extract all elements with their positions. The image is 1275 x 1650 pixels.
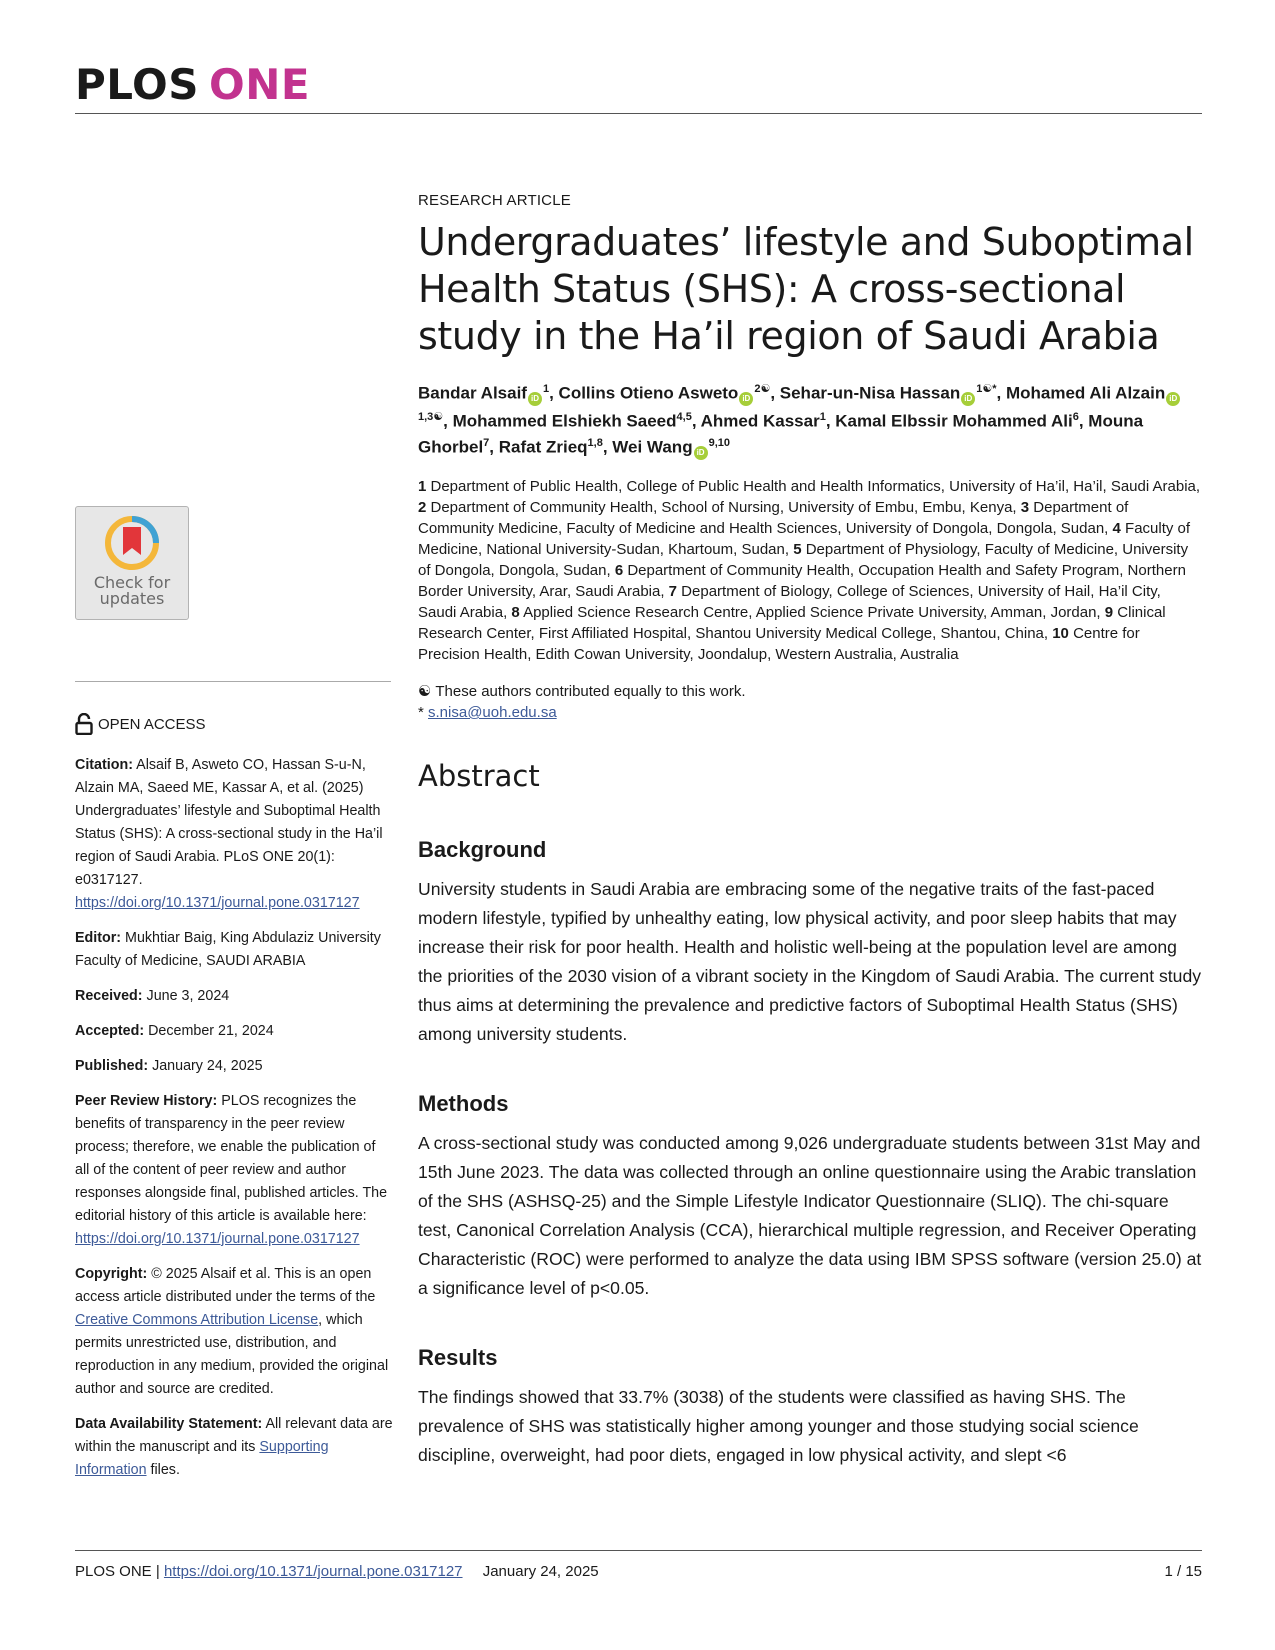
footer-date: January 24, 2025 [482, 1563, 599, 1580]
section-text-methods: A cross-sectional study was conducted among 9,026 undergraduate students between 31st May and 15th June 2023. The data was collected through an online questionnaire using the Arabic translation of the SHS (ASHSQ-25) and the Simple Lifestyle Indicator Questionnaire (SLIQ). The chi-square test, Canonical Correlation Analysis (CCA), hierarchical multiple regression, and Receiver Operating Characteristic (ROC) were performed to analyze the data using IBM SPSS software (version 25.0) at a significance level of p<0.05. [418, 1132, 1202, 1298]
author-affiliation-marker: 2☯ [754, 383, 771, 395]
author-notes [418, 681, 1203, 723]
affiliation-text: Department of Public Health, College of Public Health and Health Informatics, University of Ha’il, Ha’il, Saudi Arabia, [426, 477, 1201, 495]
affiliations [418, 476, 1203, 665]
logo-plos: PLOS [75, 60, 200, 109]
corresponding-email-link[interactable]: s.nisa@uoh.edu.sa [428, 703, 557, 721]
author-name: Ahmed Kassar [700, 411, 820, 431]
license-link[interactable]: Creative Commons Attribution License [75, 1312, 319, 1328]
author-name: Sehar-un-Nisa Hassan [779, 383, 961, 403]
orcid-icon[interactable]: iD [528, 392, 542, 406]
orcid-icon[interactable]: iD [694, 446, 708, 460]
orcid-icon[interactable]: iD [1166, 392, 1180, 406]
abstract-heading: Abstract [418, 758, 540, 793]
affiliation-text: Department of Physiology, Faculty of Medicine, University of Dongola, Dongola, Sudan, [418, 540, 1189, 579]
peer-review-link[interactable]: https://doi.org/10.1371/journal.pone.0317127 [75, 1231, 360, 1247]
author-name: Kamal Elbssir Mohammed Ali [835, 411, 1073, 431]
author-name: Mohamed Ali Alzain [1005, 383, 1166, 403]
affiliation-number: 7 [668, 582, 678, 600]
sidebar-divider [75, 681, 391, 682]
corresponding-marker: * [418, 703, 424, 721]
affiliation-text: Faculty of Medicine, National University-Sudan, Khartoum, Sudan, [418, 519, 1191, 558]
author-affiliation-marker: 9,10 [708, 437, 730, 450]
author-affiliation-marker: 7 [483, 437, 490, 450]
affiliation-number: 8 [511, 603, 520, 621]
footer-separator: | [155, 1563, 160, 1580]
article-metadata-sidebar [75, 754, 393, 1494]
affiliation-number: 6 [614, 561, 624, 579]
open-access-label: OPEN ACCESS [75, 713, 206, 735]
accepted-block: Accepted: December 21, 2024 [75, 1023, 274, 1039]
author-affiliation-marker: 1☯* [976, 383, 997, 395]
author-affiliation-marker: 1 [819, 410, 826, 423]
section-heading-results: Results [418, 1344, 498, 1370]
copyright-block: Copyright: © 2025 Alsaif et al. This is an open access article distributed under the terms of the Creative Commons Attribution License, which permits unrestricted use, distribution, and reproduction in any medium, provided the original author and source are credited. [75, 1266, 389, 1397]
author-name: Rafat Zrieq [498, 437, 588, 457]
author-affiliation-marker: 1,8 [587, 437, 603, 450]
section-text-results: The findings showed that 33.7% (3038) of the students were classified as having SHS. The prevalence of SHS was statistically higher among younger and those studying social science discipline, overweight, had poor diets, engaged in low physical activity, and slept <6 [418, 1386, 1139, 1465]
footer-doi-link[interactable]: https://doi.org/10.1371/journal.pone.0317127 [163, 1563, 463, 1580]
author-name: Bandar Alsaif [418, 383, 527, 403]
author-affiliation-marker: 4,5 [676, 410, 692, 423]
page-footer [75, 1563, 1202, 1580]
author-name: Mouna Ghorbel [418, 411, 1144, 457]
affiliation-number: 10 [1052, 624, 1069, 642]
author-name: Wei Wang [612, 437, 693, 457]
author-name: Collins Otieno Asweto [558, 383, 739, 403]
affiliation-number: 2 [418, 498, 427, 516]
affiliation-text: Clinical Research Center, First Affiliated Hospital, Shantou University Medical College, Shantou, China, [418, 603, 1166, 642]
orcid-icon[interactable]: iD [961, 392, 975, 406]
affiliation-text: Department of Community Health, School of Nursing, University of Embu, Embu, Kenya, [426, 498, 1021, 516]
author-list: Bandar Alsaif $iD^1$, Collins Otieno Asweto $iD^{2☯}$, Sehar-un-Nisa Hassan $iD^{1☯*}$, Mohamed Ali Alzain $iD^{1,3☯}$, Mohammed Elshiekh Saeed$^{4,5}$, Ahmed Kassar$^1$, Kamal Elbssir Mohammed Ali$^6$, Mouna Ghorbel$^7$, Rafat Zrieq$^{1,8}$, Wei Wang iD$^{9,10}$ [418, 378, 1203, 460]
section-text-background: University students in Saudi Arabia are embracing some of the negative traits of the fast-paced modern lifestyle, typified by unhealthy eating, low physical activity, and poor sleep habits that may increase their risk for poor health. Health and holistic well-being at the population level are among the priorities of the 2030 vision of a vibrant society in the Kingdom of Saudi Arabia. The current study thus aims at determining the prevalence and predictive factors of Suboptimal Health Status (SHS) among university students. [418, 878, 1202, 1044]
article-type: RESEARCH ARTICLE [418, 192, 571, 209]
affiliation-text: Department of Community Medicine, Faculty of Medicine and Health Sciences, University of Dongola, Dongola, Sudan, [418, 498, 1129, 537]
equal-contribution-note: ☯ These authors contributed equally to this work. [418, 682, 746, 700]
affiliation-number: 4 [1112, 519, 1121, 537]
supporting-information-link[interactable]: Supporting Information [75, 1439, 329, 1478]
published-block: Published: January 24, 2025 [75, 1058, 263, 1074]
open-lock-icon [75, 713, 93, 735]
affiliation-number: 1 [418, 477, 427, 495]
section-heading-methods: Methods [418, 1090, 509, 1116]
editor-block: Editor: Mukhtiar Baig, King Abdulaziz University Faculty of Medicine, SAUDI ARABIA [75, 930, 381, 969]
author-name: Mohammed Elshiekh Saeed [452, 411, 677, 431]
author-affiliation-marker: 1,3☯ [418, 410, 444, 423]
author-affiliation-marker: 6 [1072, 410, 1079, 423]
affiliation-text: Applied Science Research Centre, Applied Science Private University, Amman, Jordan, [519, 603, 1105, 621]
journal-logo [75, 60, 310, 109]
affiliation-text: Department of Community Health, Occupation Health and Safety Program, Northern Border University, Arar, Saudi Arabia, [418, 561, 1186, 600]
affiliation-number: 9 [1104, 603, 1114, 621]
author-affiliation-marker: 1 [542, 383, 550, 395]
citation-block: Citation: Alsaif B, Asweto CO, Hassan S-u-N, Alzain MA, Saeed ME, Kassar A, et al. (2025) Undergraduates’ lifestyle and Suboptimal Health Status (SHS): A cross-sectional study in the Ha’il region of Saudi Arabia. PLoS ONE 20(1): e0317127. https://doi.org/10.1371/journal.pone.0317127 [75, 757, 383, 911]
page-number: 1 / 15 [1164, 1563, 1202, 1580]
footer-journal: PLOS ONE [75, 1563, 152, 1580]
affiliation-number: 5 [793, 540, 802, 558]
logo-one: ONE [209, 60, 311, 109]
footer-divider [75, 1550, 1202, 1551]
peer-review-block: Peer Review History: PLOS recognizes the benefits of transparency in the peer review process; therefore, we enable the publication of all of the content of peer review and author responses alongside final, published articles. The editorial history of this article is available here: https://doi.org/10.1371/journal.pone.0317127 [75, 1093, 388, 1247]
citation-doi-link[interactable]: https://doi.org/10.1371/journal.pone.0317127 [75, 895, 360, 911]
data-availability-block: Data Availability Statement: All relevant data are within the manuscript and its Supporting Information files. [75, 1416, 393, 1478]
affiliation-text: Centre for Precision Health, Edith Cowan University, Joondalup, Western Australia, Australia [418, 624, 1140, 663]
crossmark-icon [102, 513, 162, 573]
orcid-icon[interactable]: iD [739, 392, 753, 406]
section-heading-background: Background [418, 836, 547, 862]
received-block: Received: June 3, 2024 [75, 988, 230, 1004]
header-divider [75, 113, 1202, 114]
check-for-updates-label: Check for updates [93, 573, 171, 608]
article-title: Undergraduates’ lifestyle and Suboptimal Health Status (SHS): A cross-sectional study in the Ha’il region of Saudi Arabia [418, 220, 1194, 358]
check-for-updates-badge[interactable] [75, 506, 189, 620]
affiliation-number: 3 [1020, 498, 1030, 516]
affiliation-text: Department of Biology, College of Sciences, University of Hail, Ha’il City, Saudi Arabia, [418, 582, 1161, 621]
article-main [418, 192, 1203, 1470]
